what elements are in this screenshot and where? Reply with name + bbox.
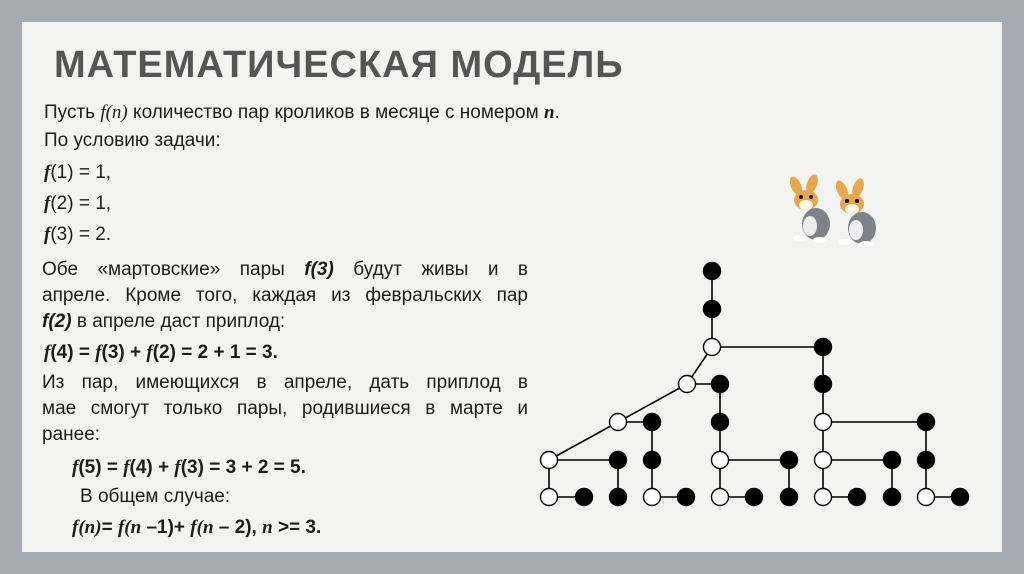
value-f3 xyxy=(44,224,111,246)
slide xyxy=(22,22,1002,552)
para2-line3: ранее: xyxy=(42,424,101,445)
eq4-f2: f xyxy=(95,342,102,363)
eqn-f: – 2), xyxy=(213,517,263,538)
eqn-b: = xyxy=(101,517,118,538)
para1-a: Обе «мартовские» пары xyxy=(42,259,305,280)
intro-n: n xyxy=(543,102,555,123)
para1-line3-fn: f(2) xyxy=(42,311,72,332)
eqn-h: >= 3. xyxy=(272,517,322,538)
para1-line2: апреле. Кроме того, каждая из февральских пар xyxy=(42,285,528,306)
eqn-e: f(n xyxy=(190,517,214,538)
para1-line3 xyxy=(42,311,285,333)
eqn-a: f(n) xyxy=(72,517,102,538)
eqn-c: f(n xyxy=(117,517,142,538)
para2-line1: Из пар, имеющихся в апреле, дать приплод в xyxy=(42,372,528,393)
eq5-p1: (5) = xyxy=(78,457,124,478)
value-f1-fn: f xyxy=(44,162,51,183)
value-f2-fn: f xyxy=(44,193,51,214)
eq4-p2: (3) + xyxy=(101,342,147,363)
value-f1-rest: (1) = 1, xyxy=(50,162,112,183)
general-equation xyxy=(72,517,321,539)
eq5-p3: (3) = 3 + 2 = 5. xyxy=(180,457,306,478)
para1-fn: f(3) xyxy=(304,259,334,280)
intro-line xyxy=(44,102,560,124)
value-f3-rest: (3) = 2. xyxy=(50,224,112,245)
eq5-f3: f xyxy=(174,457,181,478)
intro-fn: f(n) xyxy=(100,102,128,123)
value-f3-fn: f xyxy=(44,224,51,245)
eq4-f1: f xyxy=(44,342,51,363)
eq4-p3: (2) = 2 + 1 = 3. xyxy=(152,342,278,363)
eqn-d: –1)+ xyxy=(141,517,191,538)
equation-f5 xyxy=(72,457,306,479)
para1-line3-b: в апреле даст приплод: xyxy=(71,311,286,332)
para1-b: будут живы и в xyxy=(333,259,528,280)
value-f1 xyxy=(44,162,111,184)
intro-middle: количество пар кроликов в месяце с номером xyxy=(127,102,544,123)
para2-line2: мае смогут только пары, родившиеся в марте и xyxy=(42,398,528,419)
condition-line: По условию задачи: xyxy=(44,130,221,151)
eqn-g: n xyxy=(262,517,273,538)
para1-line1 xyxy=(42,259,528,281)
intro-prefix: Пусть xyxy=(44,102,101,123)
intro-suffix: . xyxy=(554,102,560,123)
slide-title: МАТЕМАТИЧЕСКАЯ МОДЕЛЬ xyxy=(54,44,624,86)
eq4-p1: (4) = xyxy=(50,342,96,363)
value-f2-rest: (2) = 1, xyxy=(50,193,112,214)
eq4-f3: f xyxy=(146,342,153,363)
eq5-p2: (4) + xyxy=(129,457,175,478)
general-case-label: В общем случае: xyxy=(80,486,231,507)
equation-f4 xyxy=(44,342,278,364)
value-f2 xyxy=(44,193,111,215)
eq5-f2: f xyxy=(123,457,130,478)
eq5-f1: f xyxy=(72,457,79,478)
